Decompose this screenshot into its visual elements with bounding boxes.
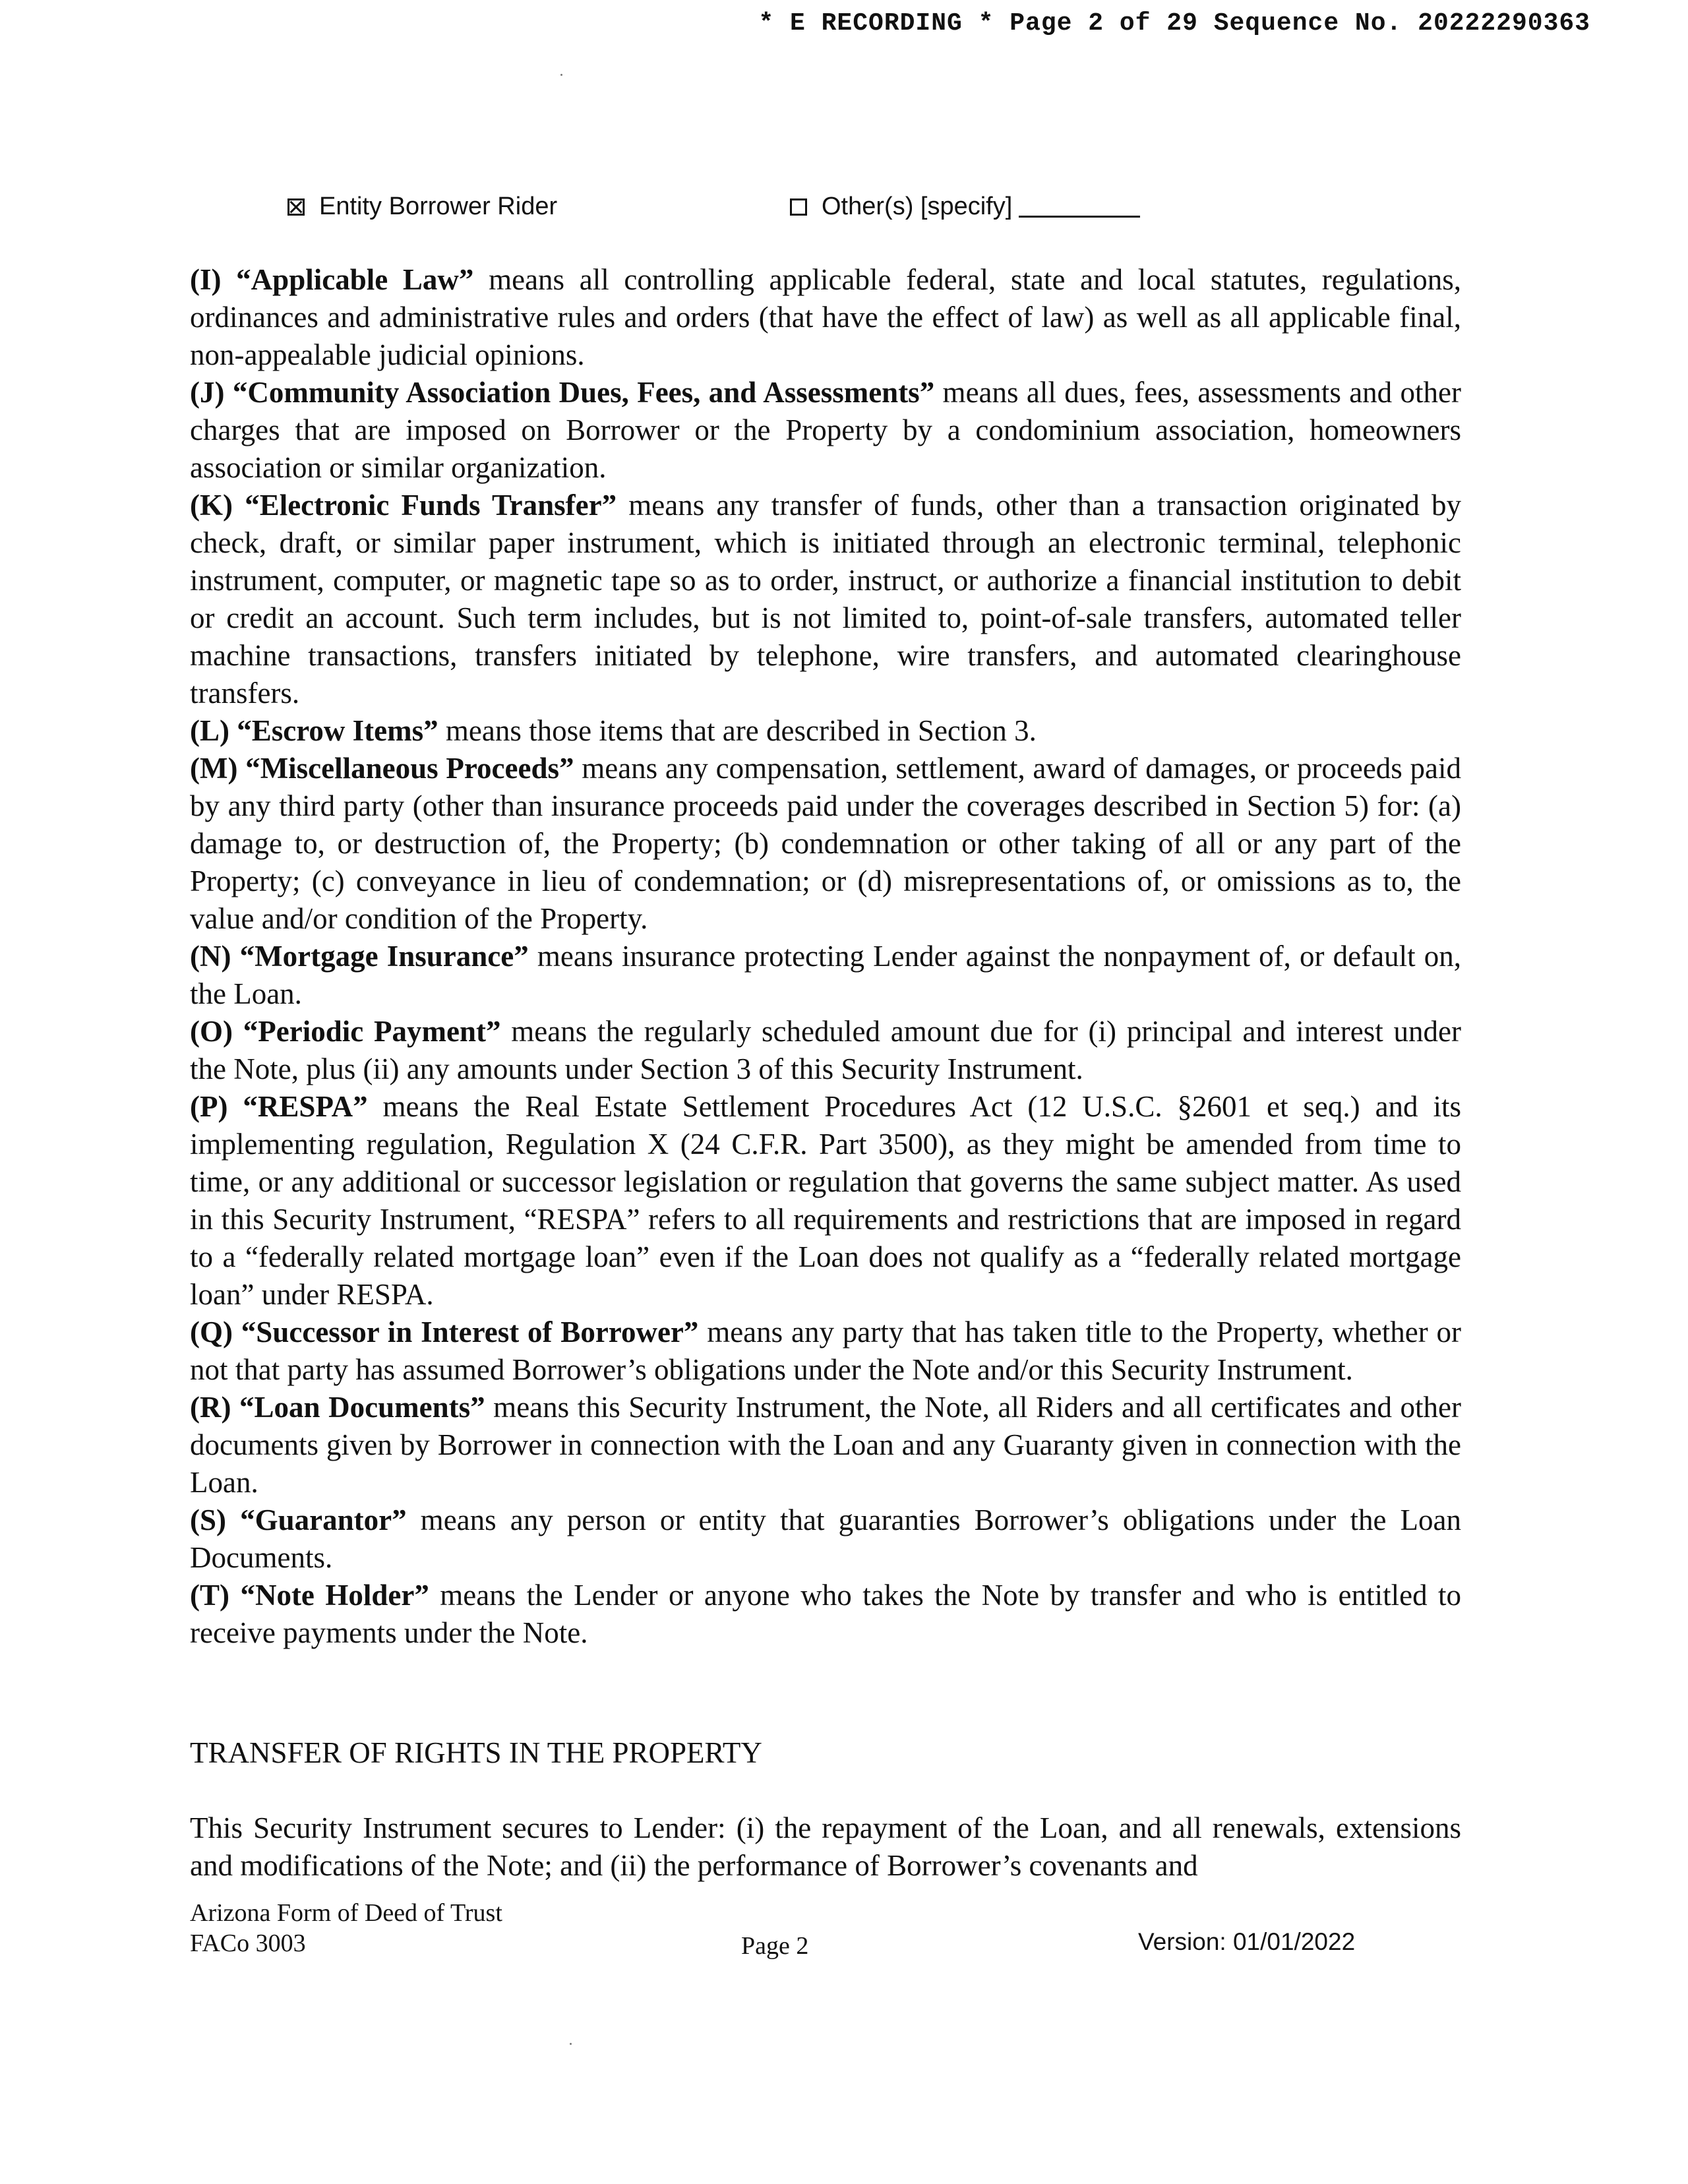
scan-speck (570, 2043, 572, 2045)
other-rider (790, 193, 1140, 221)
definition-text: means all controlling applicable federal, state and local statutes, regulations, ordinances and administrative rules and orders (that have the effect of law) as well as all applicable final, non-appealable judicial opinions. (190, 263, 1461, 371)
section-heading: TRANSFER OF RIGHTS IN THE PROPERTY (190, 1736, 762, 1769)
definition-text: means the Real Estate Settlement Procedures Act (12 U.S.C. §2601 et seq.) and its implementing regulation, Regulation X (24 C.F.R. Part 3500), as they might be amended from time to time, or any additional or successor legislation or regulation that governs the same subject matter. As used in this Security Instrument, “RESPA” refers to all requirements and restrictions that are imposed in regard to a “federally related mortgage loan” even if the Loan does not qualify as a “federally related mortgage loan” under RESPA. (190, 1090, 1461, 1311)
definition-periodic-payment (190, 1013, 1461, 1088)
definition-letter: (O) (190, 1015, 233, 1048)
definition-letter: (Q) (190, 1316, 233, 1349)
definition-letter: (P) (190, 1090, 228, 1123)
definition-letter: (L) (190, 714, 229, 747)
definition-term: “Guarantor” (240, 1503, 407, 1536)
definition-guarantor (190, 1502, 1461, 1577)
definition-applicable-law (190, 261, 1461, 374)
empty-checkbox-icon (790, 198, 807, 216)
definition-text: means any transfer of funds, other than a transaction originated by check, draft, or similar paper instrument, which is initiated through an electronic terminal, telephonic instrument, computer, or magnetic tape so as to order, instruct, or authorize a financial institution to debit or credit an account. Such term includes, but is not limited to, point-of-sale transfers, automated teller machine transactions, transfers initiated by telephone, wire transfers, and automated clearinghouse transfers. (190, 489, 1462, 710)
definition-term: “Community Association Dues, Fees, and Assessments” (232, 376, 935, 409)
definitions-list (190, 261, 1461, 1652)
definition-text: means any person or entity that guaranties Borrower’s obligations under the Loan Documents. (190, 1503, 1461, 1574)
entity-borrower-rider-label: Entity Borrower Rider (319, 193, 558, 220)
definition-letter: (S) (190, 1503, 226, 1536)
section-paragraph: This Security Instrument secures to Lender: (i) the repayment of the Loan, and all renewals, extensions and modifications of the Note; and (ii) the performance of Borrower’s covenants and (190, 1811, 1461, 1882)
footer-version: Version: 01/01/2022 (1138, 1928, 1356, 1955)
page-footer (190, 1898, 1461, 1964)
definition-term: “Mortgage Insurance” (239, 940, 529, 973)
specify-blank-line (1019, 196, 1140, 218)
definition-term: “Periodic Payment” (243, 1015, 501, 1048)
definition-text: means all dues, fees, assessments and other charges that are imposed on Borrower or the Property by a condominium association, homeowners association or similar organization. (190, 376, 1461, 484)
definition-term: “Electronic Funds Transfer” (245, 489, 617, 522)
definition-text: means those items that are described in Section 3. (438, 714, 1037, 747)
definition-text: means the Lender or anyone who takes the Note by transfer and who is entitled to receive payments under the Note. (190, 1579, 1462, 1649)
definition-escrow-items (190, 712, 1461, 750)
definition-letter: (J) (190, 376, 225, 409)
footer-form-name: Arizona Form of Deed of Trust (190, 1899, 502, 1927)
definition-note-holder (190, 1577, 1461, 1652)
definition-term: “Loan Documents” (239, 1391, 485, 1424)
definition-text: means any compensation, settlement, award of damages, or proceeds paid by any third party (other than insurance proceeds paid under the coverages described in Section 5) for: (a) damage to, or destruction of, the Property; (b) condemnation or other taking of all or any part of the Property; (c) conveyance in lieu of condemnation; or (d) misrepresentations of, or omissions as to, the value and/or condition of the Property. (190, 752, 1462, 935)
definition-successor-in-interest (190, 1314, 1461, 1389)
definition-loan-documents (190, 1389, 1461, 1502)
recording-header: * E RECORDING * Page 2 of 29 Sequence No. 20222290363 (758, 9, 1590, 38)
definition-term: “RESPA” (243, 1090, 368, 1123)
definition-community-association-dues (190, 374, 1461, 487)
rider-checklist (287, 193, 1277, 232)
definition-miscellaneous-proceeds (190, 750, 1461, 938)
definition-term: “Miscellaneous Proceeds” (245, 752, 574, 785)
definition-term: “Note Holder” (240, 1579, 429, 1612)
footer-form-info (190, 1898, 502, 1958)
definition-term: “Successor in Interest of Borrower” (241, 1316, 699, 1349)
checked-checkbox-icon (287, 198, 305, 216)
definition-letter: (K) (190, 489, 233, 522)
definition-letter: (I) (190, 263, 222, 296)
definition-term: “Applicable Law” (236, 263, 474, 296)
footer-page-number: Page 2 (741, 1932, 809, 1960)
definition-electronic-funds-transfer (190, 487, 1461, 712)
definition-letter: (R) (190, 1391, 231, 1424)
definition-respa (190, 1088, 1461, 1314)
definition-term: “Escrow Items” (237, 714, 438, 747)
footer-form-code: FACo 3003 (190, 1929, 306, 1957)
entity-borrower-rider (287, 193, 557, 221)
definition-letter: (M) (190, 752, 238, 785)
definition-text: means the regularly scheduled amount due for (i) principal and interest under the Note, plus (ii) any amounts under Section 3 of this Security Instrument. (190, 1015, 1462, 1085)
definition-text: means any party that has taken title to the Property, whether or not that party has assumed Borrower’s obligations under the Note and/or this Security Instrument. (190, 1316, 1461, 1386)
definition-text: means this Security Instrument, the Note, all Riders and all certificates and other documents given by Borrower in connection with the Loan and any Guaranty given in connection with the Loan. (190, 1391, 1461, 1499)
definition-text: means insurance protecting Lender against the nonpayment of, or default on, the Loan. (190, 940, 1462, 1010)
definition-mortgage-insurance (190, 938, 1461, 1013)
scan-speck (560, 74, 562, 76)
definition-letter: (T) (190, 1579, 229, 1612)
definition-letter: (N) (190, 940, 231, 973)
other-rider-label: Other(s) [specify] (822, 193, 1013, 220)
